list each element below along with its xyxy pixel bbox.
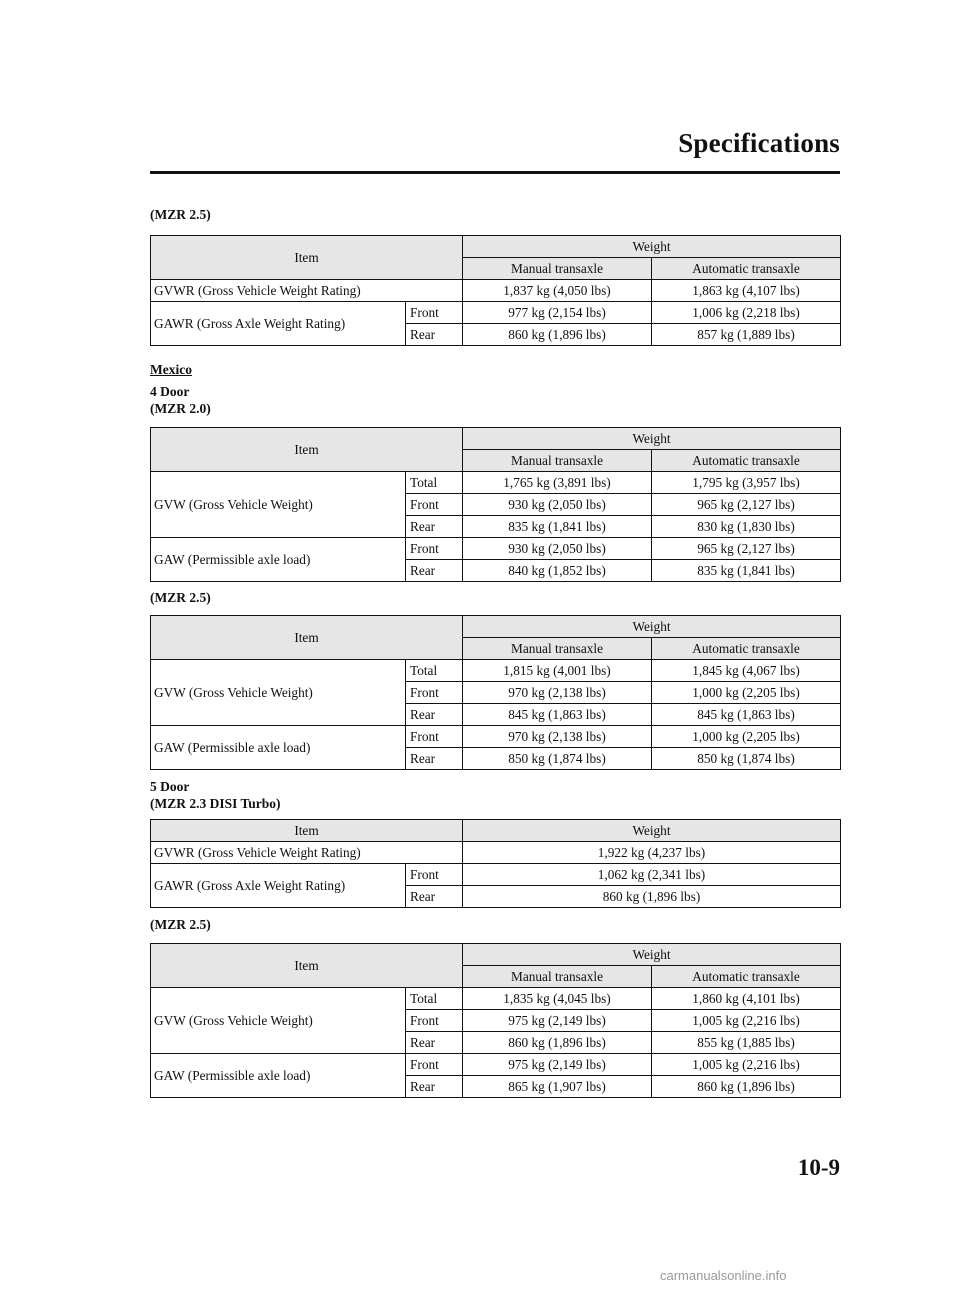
watermark-text: carmanualsonline.info bbox=[660, 1268, 787, 1283]
automatic-value-cell: 1,845 kg (4,067 lbs) bbox=[652, 660, 841, 682]
spec-section bbox=[150, 589, 840, 770]
item-name-cell: GVWR (Gross Vehicle Weight Rating) bbox=[151, 280, 463, 302]
manual-value-cell: 930 kg (2,050 lbs) bbox=[463, 538, 652, 560]
table-row bbox=[151, 1054, 841, 1076]
spec-section bbox=[150, 916, 840, 1098]
automatic-value-cell: 1,795 kg (3,957 lbs) bbox=[652, 472, 841, 494]
manual-value-cell: 860 kg (1,896 lbs) bbox=[463, 324, 652, 346]
table-row bbox=[151, 472, 841, 494]
table-header-row bbox=[151, 428, 841, 450]
table-row bbox=[151, 302, 841, 324]
manual-value-cell: 1,765 kg (3,891 lbs) bbox=[463, 472, 652, 494]
manual-value-cell: 865 kg (1,907 lbs) bbox=[463, 1076, 652, 1098]
item-name-cell: GVW (Gross Vehicle Weight) bbox=[151, 660, 406, 726]
manual-transaxle-header: Manual transaxle bbox=[463, 638, 652, 660]
manual-value-cell: 975 kg (2,149 lbs) bbox=[463, 1054, 652, 1076]
manual-value-cell: 835 kg (1,841 lbs) bbox=[463, 516, 652, 538]
manual-value-cell: 930 kg (2,050 lbs) bbox=[463, 494, 652, 516]
automatic-value-cell: 850 kg (1,874 lbs) bbox=[652, 748, 841, 770]
automatic-value-cell: 845 kg (1,863 lbs) bbox=[652, 704, 841, 726]
position-cell: Rear bbox=[406, 1032, 463, 1054]
table-header-row bbox=[151, 236, 841, 258]
manual-value-cell: 1,837 kg (4,050 lbs) bbox=[463, 280, 652, 302]
automatic-transaxle-header: Automatic transaxle bbox=[652, 638, 841, 660]
position-cell: Total bbox=[406, 660, 463, 682]
position-cell: Front bbox=[406, 538, 463, 560]
position-cell: Rear bbox=[406, 324, 463, 346]
item-name-cell: GAW (Permissible axle load) bbox=[151, 538, 406, 582]
automatic-value-cell: 1,006 kg (2,218 lbs) bbox=[652, 302, 841, 324]
spec-content bbox=[150, 206, 840, 1098]
position-cell: Rear bbox=[406, 748, 463, 770]
section-label: 4 Door bbox=[150, 384, 190, 399]
manual-value-cell: 970 kg (2,138 lbs) bbox=[463, 726, 652, 748]
weight-header: Weight bbox=[463, 944, 841, 966]
section-label: (MZR 2.0) bbox=[150, 401, 211, 416]
item-name-cell: GAW (Permissible axle load) bbox=[151, 726, 406, 770]
position-cell: Rear bbox=[406, 886, 463, 908]
item-header: Item bbox=[151, 820, 463, 842]
automatic-value-cell: 835 kg (1,841 lbs) bbox=[652, 560, 841, 582]
automatic-value-cell: 857 kg (1,889 lbs) bbox=[652, 324, 841, 346]
spec-section bbox=[150, 361, 840, 378]
item-name-cell: GVWR (Gross Vehicle Weight Rating) bbox=[151, 842, 463, 864]
table-header-row bbox=[151, 616, 841, 638]
page-title: Specifications bbox=[678, 128, 840, 158]
automatic-value-cell: 1,860 kg (4,101 lbs) bbox=[652, 988, 841, 1010]
position-cell: Total bbox=[406, 472, 463, 494]
position-cell: Front bbox=[406, 864, 463, 886]
manual-transaxle-header: Manual transaxle bbox=[463, 966, 652, 988]
manual-transaxle-header: Manual transaxle bbox=[463, 450, 652, 472]
table-row bbox=[151, 842, 841, 864]
automatic-value-cell: 1,863 kg (4,107 lbs) bbox=[652, 280, 841, 302]
manual-value-cell: 840 kg (1,852 lbs) bbox=[463, 560, 652, 582]
item-header: Item bbox=[151, 236, 463, 280]
automatic-value-cell: 860 kg (1,896 lbs) bbox=[652, 1076, 841, 1098]
position-cell: Front bbox=[406, 1010, 463, 1032]
automatic-value-cell: 830 kg (1,830 lbs) bbox=[652, 516, 841, 538]
manual-value-cell: 845 kg (1,863 lbs) bbox=[463, 704, 652, 726]
section-label: (MZR 2.5) bbox=[150, 590, 211, 605]
item-name-cell: GAWR (Gross Axle Weight Rating) bbox=[151, 864, 406, 908]
manual-value-cell: 850 kg (1,874 lbs) bbox=[463, 748, 652, 770]
weight-table bbox=[150, 427, 841, 582]
section-label: 5 Door bbox=[150, 779, 190, 794]
table-row bbox=[151, 538, 841, 560]
position-cell: Front bbox=[406, 726, 463, 748]
automatic-value-cell: 965 kg (2,127 lbs) bbox=[652, 494, 841, 516]
table-row bbox=[151, 660, 841, 682]
item-name-cell: GAW (Permissible axle load) bbox=[151, 1054, 406, 1098]
automatic-value-cell: 1,000 kg (2,205 lbs) bbox=[652, 682, 841, 704]
position-cell: Rear bbox=[406, 704, 463, 726]
weight-table bbox=[150, 235, 841, 346]
manual-value-cell: 977 kg (2,154 lbs) bbox=[463, 302, 652, 324]
manual-value-cell: 860 kg (1,896 lbs) bbox=[463, 1032, 652, 1054]
automatic-value-cell: 855 kg (1,885 lbs) bbox=[652, 1032, 841, 1054]
section-label: Mexico bbox=[150, 362, 192, 377]
weight-value-cell: 1,062 kg (2,341 lbs) bbox=[463, 864, 841, 886]
spec-section bbox=[150, 778, 840, 908]
automatic-value-cell: 1,005 kg (2,216 lbs) bbox=[652, 1054, 841, 1076]
manual-value-cell: 1,835 kg (4,045 lbs) bbox=[463, 988, 652, 1010]
manual-value-cell: 975 kg (2,149 lbs) bbox=[463, 1010, 652, 1032]
position-cell: Front bbox=[406, 1054, 463, 1076]
automatic-transaxle-header: Automatic transaxle bbox=[652, 258, 841, 280]
weight-header: Weight bbox=[463, 236, 841, 258]
manual-value-cell: 970 kg (2,138 lbs) bbox=[463, 682, 652, 704]
automatic-value-cell: 1,005 kg (2,216 lbs) bbox=[652, 1010, 841, 1032]
spec-section bbox=[150, 206, 840, 346]
item-header: Item bbox=[151, 944, 463, 988]
section-label: (MZR 2.3 DISI Turbo) bbox=[150, 796, 281, 811]
position-cell: Front bbox=[406, 494, 463, 516]
weight-value-cell: 1,922 kg (4,237 lbs) bbox=[463, 842, 841, 864]
item-name-cell: GAWR (Gross Axle Weight Rating) bbox=[151, 302, 406, 346]
automatic-value-cell: 1,000 kg (2,205 lbs) bbox=[652, 726, 841, 748]
section-label: (MZR 2.5) bbox=[150, 207, 211, 222]
position-cell: Rear bbox=[406, 560, 463, 582]
manual-transaxle-header: Manual transaxle bbox=[463, 258, 652, 280]
automatic-value-cell: 965 kg (2,127 lbs) bbox=[652, 538, 841, 560]
automatic-transaxle-header: Automatic transaxle bbox=[652, 450, 841, 472]
page-number: 10-9 bbox=[797, 1155, 840, 1180]
section-label: (MZR 2.5) bbox=[150, 917, 211, 932]
item-header: Item bbox=[151, 428, 463, 472]
table-header-row bbox=[151, 820, 841, 842]
position-cell: Front bbox=[406, 302, 463, 324]
page-header bbox=[150, 128, 840, 174]
weight-table bbox=[150, 819, 841, 908]
header-rule bbox=[150, 171, 840, 174]
position-cell: Total bbox=[406, 988, 463, 1010]
item-name-cell: GVW (Gross Vehicle Weight) bbox=[151, 472, 406, 538]
spec-section bbox=[150, 383, 840, 582]
table-row bbox=[151, 280, 841, 302]
weight-value-cell: 860 kg (1,896 lbs) bbox=[463, 886, 841, 908]
weight-header: Weight bbox=[463, 820, 841, 842]
automatic-transaxle-header: Automatic transaxle bbox=[652, 966, 841, 988]
position-cell: Rear bbox=[406, 1076, 463, 1098]
item-header: Item bbox=[151, 616, 463, 660]
item-name-cell: GVW (Gross Vehicle Weight) bbox=[151, 988, 406, 1054]
table-row bbox=[151, 726, 841, 748]
table-row bbox=[151, 988, 841, 1010]
weight-table bbox=[150, 943, 841, 1098]
weight-header: Weight bbox=[463, 616, 841, 638]
table-row bbox=[151, 864, 841, 886]
weight-header: Weight bbox=[463, 428, 841, 450]
weight-table bbox=[150, 615, 841, 770]
manual-value-cell: 1,815 kg (4,001 lbs) bbox=[463, 660, 652, 682]
position-cell: Front bbox=[406, 682, 463, 704]
table-header-row bbox=[151, 944, 841, 966]
position-cell: Rear bbox=[406, 516, 463, 538]
